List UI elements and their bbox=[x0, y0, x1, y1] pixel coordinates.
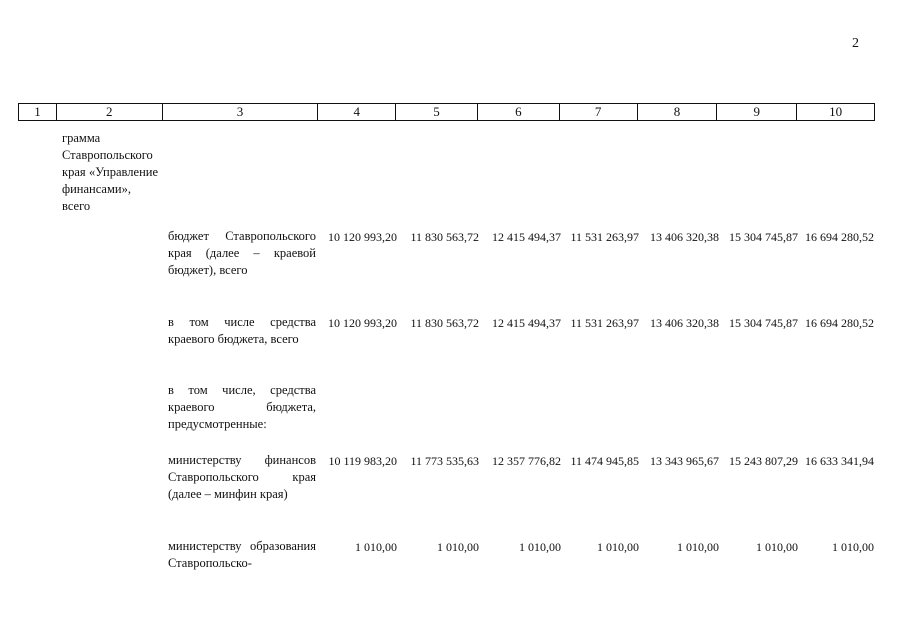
row-4-value-col-6: 12 357 776,82 bbox=[492, 454, 561, 468]
header-col-5: 5 bbox=[396, 104, 478, 120]
row-4-value-col-5: 11 773 535,63 bbox=[410, 454, 479, 468]
row-1-value-col-4: 10 120 993,20 bbox=[328, 230, 397, 244]
row-5-value-col-5: 1 010,00 bbox=[437, 540, 479, 554]
header-col-6: 6 bbox=[478, 104, 560, 120]
row-2-value-col-7: 11 531 263,97 bbox=[570, 316, 639, 330]
row-5-value-col-6: 1 010,00 bbox=[519, 540, 561, 554]
row-4-value-col-10: 16 633 341,94 bbox=[805, 454, 874, 468]
header-col-1: 1 bbox=[19, 104, 57, 120]
header-col-7: 7 bbox=[560, 104, 638, 120]
row-5-value-col-8: 1 010,00 bbox=[677, 540, 719, 554]
row-5-value-col-4: 1 010,00 bbox=[355, 540, 397, 554]
page-number: 2 bbox=[852, 36, 859, 51]
header-col-8: 8 bbox=[638, 104, 718, 120]
row-5-value-col-9: 1 010,00 bbox=[756, 540, 798, 554]
row-1-value-col-8: 13 406 320,38 bbox=[650, 230, 719, 244]
row-2-value-col-8: 13 406 320,38 bbox=[650, 316, 719, 330]
row-4-value-col-9: 15 243 807,29 bbox=[729, 454, 798, 468]
row-1-value-col-9: 15 304 745,87 bbox=[729, 230, 798, 244]
row-5-description: министерству образования Ставропольско- bbox=[168, 539, 316, 570]
table-header bbox=[18, 103, 875, 121]
row-2-value-col-10: 16 694 280,52 bbox=[805, 316, 874, 330]
row-1-value-col-7: 11 531 263,97 bbox=[570, 230, 639, 244]
row-2-description: в том числе средства краевого бюджета, всего bbox=[168, 315, 316, 346]
row-4-description: министерству финансов Ставропольского края (далее – минфин края) bbox=[168, 453, 316, 501]
header-col-10: 10 bbox=[829, 104, 843, 119]
row-1-value-col-6: 12 415 494,37 bbox=[492, 230, 561, 244]
header-col-3: 3 bbox=[163, 104, 319, 120]
row-2-value-col-4: 10 120 993,20 bbox=[328, 316, 397, 330]
row-4-value-col-7: 11 474 945,85 bbox=[570, 454, 639, 468]
row-3-description: в том числе, средства краевого бюджета, предусмотренные: bbox=[168, 383, 316, 431]
header-col-2: 2 bbox=[57, 104, 163, 120]
row-2-value-col-5: 11 830 563,72 bbox=[410, 316, 479, 330]
row-4-value-col-8: 13 343 965,67 bbox=[650, 454, 719, 468]
row-4-value-col-4: 10 119 983,20 bbox=[328, 454, 397, 468]
row-1-value-col-10: 16 694 280,52 bbox=[805, 230, 874, 244]
program-name-cell: грамма Ставропольского края «Управление финансами», всего bbox=[62, 131, 158, 213]
header-col-9: 9 bbox=[717, 104, 797, 120]
row-2-value-col-6: 12 415 494,37 bbox=[492, 316, 561, 330]
row-2-value-col-9: 15 304 745,87 bbox=[729, 316, 798, 330]
header-col-4: 4 bbox=[318, 104, 396, 120]
row-1-description: бюджет Ставропольского края (далее – краевой бюджет), всего bbox=[168, 229, 316, 277]
row-5-value-col-10: 1 010,00 bbox=[832, 540, 874, 554]
row-5-value-col-7: 1 010,00 bbox=[597, 540, 639, 554]
row-1-value-col-5: 11 830 563,72 bbox=[410, 230, 479, 244]
